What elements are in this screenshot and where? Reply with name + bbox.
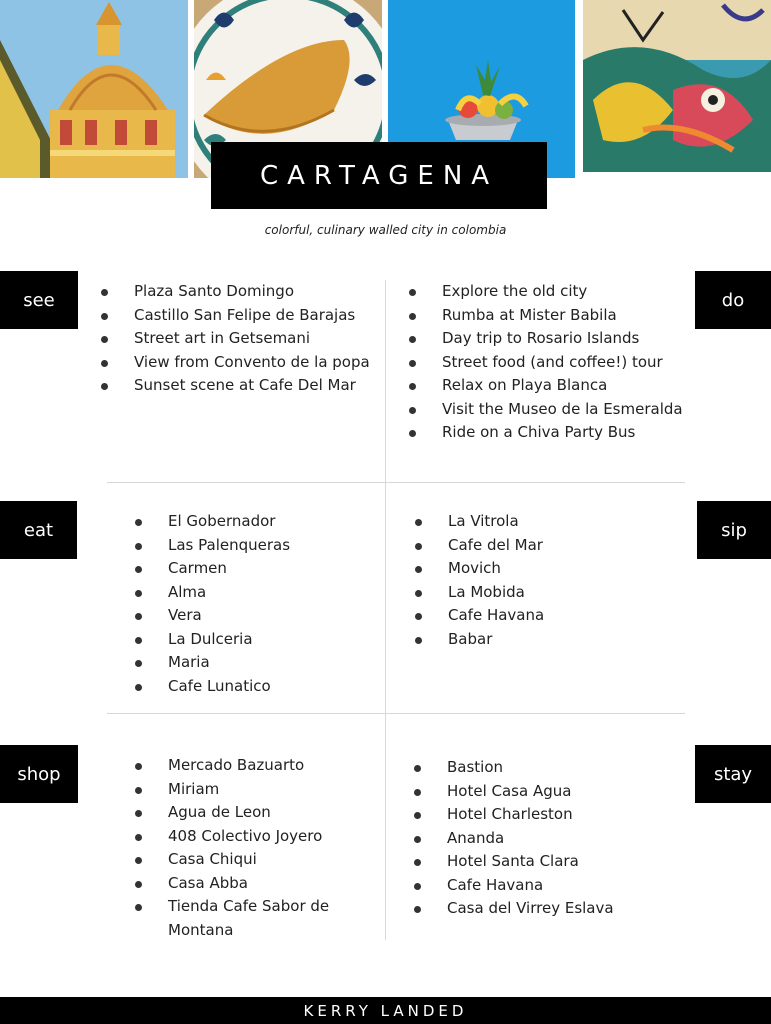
list-item: Maria: [168, 651, 290, 675]
list-item: Street food (and coffee!) tour: [442, 351, 683, 375]
list-item: La Mobida: [448, 581, 544, 605]
horizontal-divider-1: [107, 482, 685, 483]
list-item: Cafe Havana: [447, 874, 614, 898]
list-item: La Vitrola: [448, 510, 544, 534]
list-item: Hotel Santa Clara: [447, 850, 614, 874]
list-item: Bastion: [447, 756, 614, 780]
list-item: Street art in Getsemani: [134, 327, 370, 351]
list-item: Casa Chiqui: [168, 848, 368, 872]
list-item: Ride on a Chiva Party Bus: [442, 421, 683, 445]
section-label-sip: sip: [697, 501, 771, 559]
list-item: Babar: [448, 628, 544, 652]
list-item: Explore the old city: [442, 280, 683, 304]
list-item: Agua de Leon: [168, 801, 368, 825]
list-item: View from Convento de la popa: [134, 351, 370, 375]
list-item: Rumba at Mister Babila: [442, 304, 683, 328]
horizontal-divider-2: [107, 713, 685, 714]
list-item: 408 Colectivo Joyero: [168, 825, 368, 849]
list-item: Mercado Bazuarto: [168, 754, 368, 778]
list-item: Tienda Cafe Sabor de Montana: [168, 895, 368, 942]
vertical-divider: [385, 280, 386, 940]
do-list: [442, 280, 683, 445]
list-item: Vera: [168, 604, 290, 628]
list-item: La Dulceria: [168, 628, 290, 652]
list-item: Hotel Charleston: [447, 803, 614, 827]
list-item: Cafe Lunatico: [168, 675, 290, 699]
section-label-shop: shop: [0, 745, 78, 803]
list-item: Plaza Santo Domingo: [134, 280, 370, 304]
footer-brand: KERRY LANDED: [0, 997, 771, 1024]
list-item: Casa del Virrey Eslava: [447, 897, 614, 921]
section-label-eat: eat: [0, 501, 77, 559]
list-item: El Gobernador: [168, 510, 290, 534]
see-list: [134, 280, 370, 398]
cathedral-dome-photo: [0, 0, 188, 178]
section-label-do: do: [695, 271, 771, 329]
list-item: Carmen: [168, 557, 290, 581]
list-item: Relax on Playa Blanca: [442, 374, 683, 398]
shop-list: [168, 754, 368, 942]
street-art-photo: [583, 0, 771, 172]
subtitle: colorful, culinary walled city in colombia: [264, 223, 507, 237]
eat-list: [168, 510, 290, 698]
stay-list: [447, 756, 614, 921]
list-item: Movich: [448, 557, 544, 581]
list-item: Casa Abba: [168, 872, 368, 896]
list-item: Las Palenqueras: [168, 534, 290, 558]
list-item: Alma: [168, 581, 290, 605]
sip-list: [448, 510, 544, 651]
list-item: Day trip to Rosario Islands: [442, 327, 683, 351]
list-item: Cafe del Mar: [448, 534, 544, 558]
section-label-see: see: [0, 271, 78, 329]
list-item: Sunset scene at Cafe Del Mar: [134, 374, 370, 398]
list-item: Ananda: [447, 827, 614, 851]
list-item: Visit the Museo de la Esmeralda: [442, 398, 683, 422]
list-item: Castillo San Felipe de Barajas: [134, 304, 370, 328]
page-title: CARTAGENA: [211, 142, 547, 209]
list-item: Hotel Casa Agua: [447, 780, 614, 804]
section-label-stay: stay: [695, 745, 771, 803]
list-item: Miriam: [168, 778, 368, 802]
list-item: Cafe Havana: [448, 604, 544, 628]
